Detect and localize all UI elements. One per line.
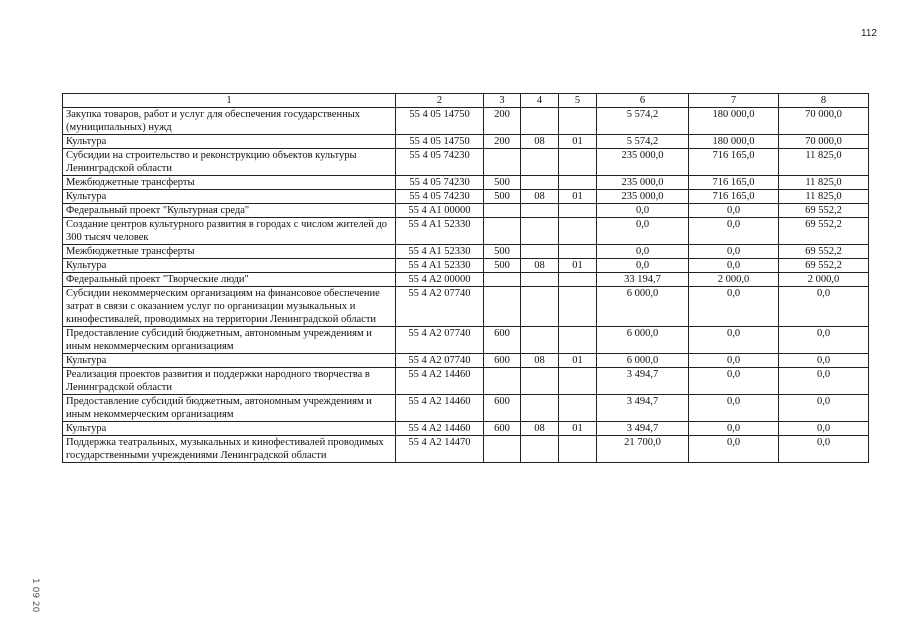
- table-header-row: [63, 94, 869, 108]
- row-subsection-cell: [559, 273, 597, 287]
- row-subsection-cell: [559, 287, 597, 327]
- row-value-cell: 0,0: [597, 218, 689, 245]
- row-value-cell: 180 000,0: [689, 135, 779, 149]
- row-code-cell: 55 4 05 14750: [396, 135, 484, 149]
- table-row: [63, 108, 869, 135]
- row-section-cell: 08: [521, 354, 559, 368]
- row-section-cell: [521, 273, 559, 287]
- table-row: [63, 135, 869, 149]
- row-value-cell: 180 000,0: [689, 108, 779, 135]
- row-subsection-cell: 01: [559, 259, 597, 273]
- row-section-cell: 08: [521, 422, 559, 436]
- row-value-cell: 716 165,0: [689, 176, 779, 190]
- row-name-cell: Культура: [63, 354, 396, 368]
- row-expense-type-cell: 600: [484, 422, 521, 436]
- row-value-cell: 69 552,2: [779, 245, 869, 259]
- row-value-cell: 0,0: [689, 395, 779, 422]
- row-code-cell: 55 4 05 74230: [396, 190, 484, 204]
- row-expense-type-cell: [484, 273, 521, 287]
- row-value-cell: 235 000,0: [597, 176, 689, 190]
- row-name-cell: Субсидии на строительство и реконструкцию объектов культуры Ленинградской области: [63, 149, 396, 176]
- row-value-cell: 0,0: [779, 287, 869, 327]
- column-header: 5: [559, 94, 597, 108]
- page-number: 112: [861, 28, 877, 39]
- column-header: 2: [396, 94, 484, 108]
- row-value-cell: 33 194,7: [597, 273, 689, 287]
- row-value-cell: 0,0: [779, 327, 869, 354]
- row-subsection-cell: 01: [559, 354, 597, 368]
- table-row: [63, 204, 869, 218]
- table-row: [63, 422, 869, 436]
- row-value-cell: 69 552,2: [779, 259, 869, 273]
- table-row: [63, 273, 869, 287]
- row-value-cell: 0,0: [689, 259, 779, 273]
- row-value-cell: 716 165,0: [689, 190, 779, 204]
- row-section-cell: [521, 436, 559, 463]
- row-value-cell: 0,0: [779, 436, 869, 463]
- row-value-cell: 0,0: [689, 204, 779, 218]
- row-subsection-cell: [559, 218, 597, 245]
- row-expense-type-cell: 200: [484, 108, 521, 135]
- table-row: [63, 218, 869, 245]
- row-code-cell: 55 4 A1 52330: [396, 218, 484, 245]
- row-value-cell: 0,0: [779, 395, 869, 422]
- row-value-cell: 69 552,2: [779, 218, 869, 245]
- row-expense-type-cell: 500: [484, 176, 521, 190]
- row-name-cell: Субсидии некоммерческим организациям на финансовое обеспечение затрат в связи с оказанием услуг по организации музыкальных и кинофестивалей, проводимых на территории Ленинградской области: [63, 287, 396, 327]
- column-header: 1: [63, 94, 396, 108]
- row-expense-type-cell: 500: [484, 259, 521, 273]
- row-subsection-cell: [559, 108, 597, 135]
- column-header: 8: [779, 94, 869, 108]
- column-header: 6: [597, 94, 689, 108]
- row-code-cell: 55 4 A1 52330: [396, 259, 484, 273]
- row-section-cell: 08: [521, 135, 559, 149]
- row-value-cell: 0,0: [689, 422, 779, 436]
- row-value-cell: 6 000,0: [597, 287, 689, 327]
- table-row: [63, 354, 869, 368]
- row-section-cell: [521, 287, 559, 327]
- row-value-cell: 6 000,0: [597, 354, 689, 368]
- row-value-cell: 0,0: [779, 422, 869, 436]
- row-code-cell: 55 4 A2 07740: [396, 354, 484, 368]
- row-section-cell: [521, 327, 559, 354]
- margin-stamp-text: 1 09 20: [30, 578, 40, 613]
- row-name-cell: Закупка товаров, работ и услуг для обеспечения государственных (муниципальных) нужд: [63, 108, 396, 135]
- row-value-cell: 11 825,0: [779, 190, 869, 204]
- table-row: [63, 287, 869, 327]
- row-value-cell: 6 000,0: [597, 327, 689, 354]
- row-section-cell: 08: [521, 259, 559, 273]
- row-code-cell: 55 4 A2 07740: [396, 327, 484, 354]
- row-value-cell: 0,0: [597, 204, 689, 218]
- table-row: [63, 395, 869, 422]
- row-name-cell: Культура: [63, 259, 396, 273]
- row-section-cell: [521, 368, 559, 395]
- row-code-cell: 55 4 A2 14460: [396, 368, 484, 395]
- row-section-cell: [521, 149, 559, 176]
- row-section-cell: 08: [521, 190, 559, 204]
- row-expense-type-cell: [484, 204, 521, 218]
- row-value-cell: 11 825,0: [779, 149, 869, 176]
- row-code-cell: 55 4 05 74230: [396, 149, 484, 176]
- row-code-cell: 55 4 A2 07740: [396, 287, 484, 327]
- row-value-cell: 70 000,0: [779, 108, 869, 135]
- row-name-cell: Создание центров культурного развития в городах с числом жителей до 300 тысяч человек: [63, 218, 396, 245]
- margin-stamp: [28, 578, 44, 614]
- row-subsection-cell: [559, 204, 597, 218]
- row-name-cell: Поддержка театральных, музыкальных и кинофестивалей проводимых государственными учреждениями Ленинградской области: [63, 436, 396, 463]
- row-value-cell: 11 825,0: [779, 176, 869, 190]
- table-row: [63, 436, 869, 463]
- row-subsection-cell: [559, 149, 597, 176]
- row-expense-type-cell: 600: [484, 395, 521, 422]
- table-row: [63, 190, 869, 204]
- row-subsection-cell: [559, 245, 597, 259]
- column-header: 3: [484, 94, 521, 108]
- row-name-cell: Культура: [63, 422, 396, 436]
- table-row: [63, 245, 869, 259]
- row-value-cell: 70 000,0: [779, 135, 869, 149]
- row-value-cell: 2 000,0: [689, 273, 779, 287]
- table-row: [63, 149, 869, 176]
- row-value-cell: 3 494,7: [597, 422, 689, 436]
- row-name-cell: Реализация проектов развития и поддержки народного творчества в Ленинградской области: [63, 368, 396, 395]
- row-code-cell: 55 4 A1 00000: [396, 204, 484, 218]
- row-value-cell: 69 552,2: [779, 204, 869, 218]
- row-value-cell: 3 494,7: [597, 395, 689, 422]
- row-name-cell: Предоставление субсидий бюджетным, автономным учреждениям и иным некоммерческим организациям: [63, 395, 396, 422]
- table-row: [63, 259, 869, 273]
- row-code-cell: 55 4 05 14750: [396, 108, 484, 135]
- row-value-cell: 2 000,0: [779, 273, 869, 287]
- row-subsection-cell: 01: [559, 422, 597, 436]
- row-code-cell: 55 4 A2 14460: [396, 422, 484, 436]
- row-value-cell: 0,0: [689, 245, 779, 259]
- row-code-cell: 55 4 A1 52330: [396, 245, 484, 259]
- row-subsection-cell: [559, 176, 597, 190]
- budget-table: [62, 93, 869, 463]
- table-row: [63, 368, 869, 395]
- row-expense-type-cell: 200: [484, 135, 521, 149]
- row-code-cell: 55 4 05 74230: [396, 176, 484, 190]
- row-expense-type-cell: 500: [484, 190, 521, 204]
- row-value-cell: 235 000,0: [597, 149, 689, 176]
- row-expense-type-cell: 600: [484, 327, 521, 354]
- row-expense-type-cell: [484, 368, 521, 395]
- row-name-cell: Культура: [63, 135, 396, 149]
- row-expense-type-cell: [484, 149, 521, 176]
- row-value-cell: 3 494,7: [597, 368, 689, 395]
- row-value-cell: 5 574,2: [597, 108, 689, 135]
- row-code-cell: 55 4 A2 14460: [396, 395, 484, 422]
- row-section-cell: [521, 245, 559, 259]
- row-value-cell: 0,0: [779, 354, 869, 368]
- row-name-cell: Культура: [63, 190, 396, 204]
- row-value-cell: 0,0: [689, 368, 779, 395]
- row-name-cell: Межбюджетные трансферты: [63, 176, 396, 190]
- row-value-cell: 0,0: [779, 368, 869, 395]
- row-expense-type-cell: 500: [484, 245, 521, 259]
- row-value-cell: 0,0: [689, 354, 779, 368]
- row-subsection-cell: 01: [559, 190, 597, 204]
- row-value-cell: 0,0: [689, 327, 779, 354]
- row-value-cell: 0,0: [689, 287, 779, 327]
- table-row: [63, 176, 869, 190]
- row-subsection-cell: [559, 327, 597, 354]
- row-value-cell: 5 574,2: [597, 135, 689, 149]
- row-subsection-cell: [559, 395, 597, 422]
- row-name-cell: Предоставление субсидий бюджетным, автономным учреждениям и иным некоммерческим организациям: [63, 327, 396, 354]
- row-code-cell: 55 4 A2 00000: [396, 273, 484, 287]
- row-expense-type-cell: [484, 218, 521, 245]
- row-section-cell: [521, 204, 559, 218]
- row-subsection-cell: 01: [559, 135, 597, 149]
- row-subsection-cell: [559, 368, 597, 395]
- row-value-cell: 0,0: [689, 218, 779, 245]
- row-code-cell: 55 4 A2 14470: [396, 436, 484, 463]
- row-expense-type-cell: [484, 287, 521, 327]
- row-name-cell: Федеральный проект "Культурная среда": [63, 204, 396, 218]
- row-value-cell: 235 000,0: [597, 190, 689, 204]
- row-value-cell: 0,0: [597, 259, 689, 273]
- row-value-cell: 21 700,0: [597, 436, 689, 463]
- row-section-cell: [521, 176, 559, 190]
- row-value-cell: 0,0: [597, 245, 689, 259]
- row-subsection-cell: [559, 436, 597, 463]
- row-name-cell: Федеральный проект "Творческие люди": [63, 273, 396, 287]
- row-value-cell: 716 165,0: [689, 149, 779, 176]
- row-section-cell: [521, 395, 559, 422]
- table-row: [63, 327, 869, 354]
- row-expense-type-cell: 600: [484, 354, 521, 368]
- column-header: 7: [689, 94, 779, 108]
- row-value-cell: 0,0: [689, 436, 779, 463]
- row-name-cell: Межбюджетные трансферты: [63, 245, 396, 259]
- table-body: [63, 108, 869, 463]
- row-section-cell: [521, 108, 559, 135]
- row-section-cell: [521, 218, 559, 245]
- row-expense-type-cell: [484, 436, 521, 463]
- column-header: 4: [521, 94, 559, 108]
